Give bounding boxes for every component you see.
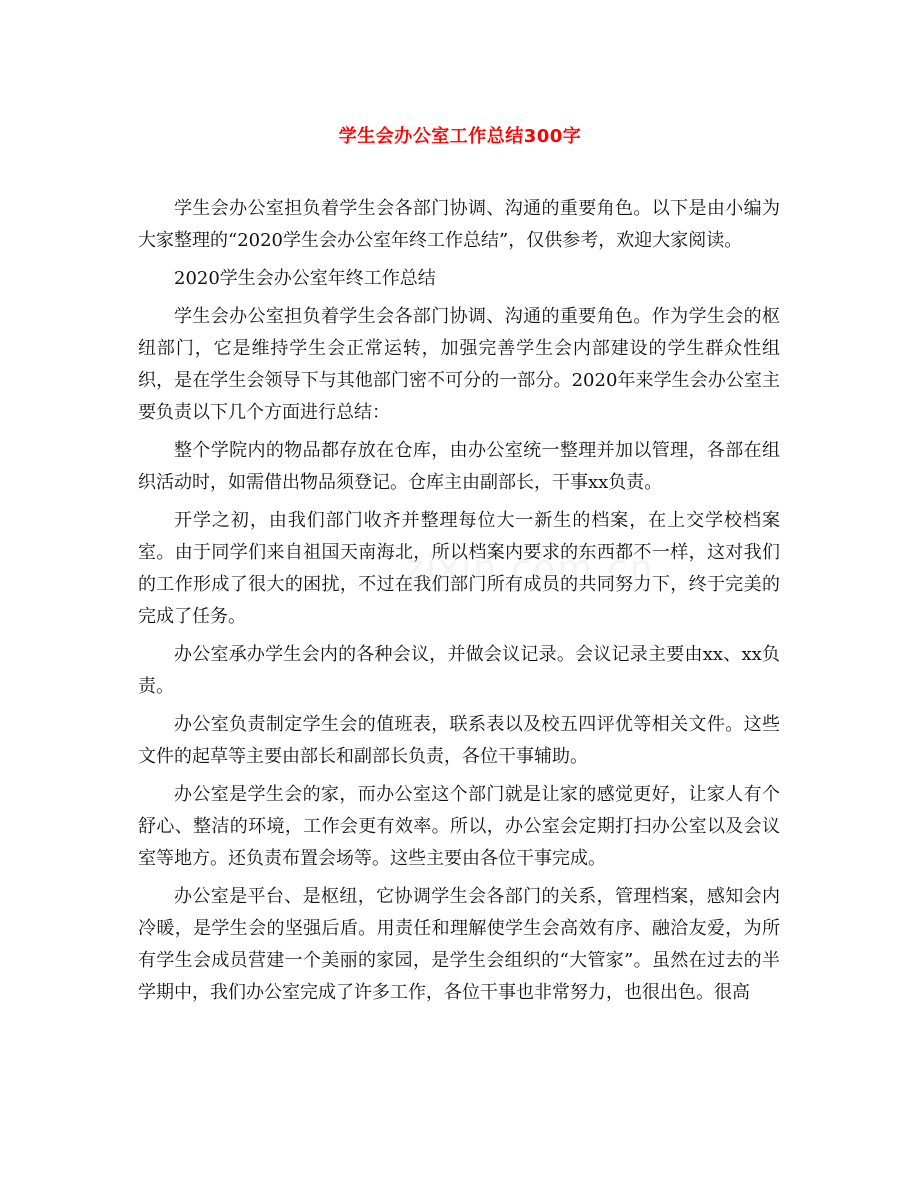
paragraph-subtitle: 2020学生会办公室年终工作总结 [174, 268, 436, 289]
paragraph-archives: 开学之初，由我们部门收齐并整理每位大一新生的档案，在上交学校档案室。由于同学们来自祖国天南海北，所以档案内要求的东西都不一样，这对我们的工作形成了很大的困扰，不过在我们部门所有成员的共同努力下，终于完美的完成了任务。 [138, 510, 780, 627]
document-title: 学生会办公室工作总结300字 [338, 126, 582, 147]
paragraph-overview: 学生会办公室担负着学生会各部门协调、沟通的重要角色。作为学生会的枢纽部门，它是维持学生会正常运转，加强完善学生会内部建设的学生群众性组织，是在学生会领导下与其他部门密不可分的一部分。2020年来学生会办公室主要负责以下几个方面进行总结： [138, 306, 780, 423]
paragraph-duty-roster: 办公室负责制定学生会的值班表，联系表以及校五四评优等相关文件。这些文件的起草等主要由部长和副部长负责，各位干事辅助。 [138, 714, 780, 767]
paragraph-meetings: 办公室承办学生会内的各种会议，并做会议记录。会议记录主要由xx、xx负责。 [138, 644, 780, 697]
paragraph-platform: 办公室是平台、是枢纽，它协调学生会各部门的关系，管理档案，感知会内冷暖，是学生会的坚强后盾。用责任和理解使学生会高效有序、融洽友爱，为所有学生会成员营建一个美丽的家园，是学生会组织的“大管家”。虽然在过去的半学期中，我们办公室完成了许多工作，各位干事也非常努力，也很出色。很高 [138, 886, 780, 1003]
paragraph-office-home: 办公室是学生会的家，而办公室这个部门就是让家的感觉更好，让家人有个舒心、整洁的环境，工作会更有效率。所以，办公室会定期打扫办公室以及会议室等地方。还负责布置会场等。这些主要由各位干事完成。 [138, 784, 780, 869]
document-body [138, 193, 780, 1015]
paragraph-intro: 学生会办公室担负着学生会各部门协调、沟通的重要角色。以下是由小编为大家整理的“2020学生会办公室年终工作总结”，仅供参考，欢迎大家阅读。 [138, 198, 780, 251]
paragraph-warehouse: 整个学院内的物品都存放在仓库，由办公室统一整理并加以管理，各部在组织活动时，如需借出物品须登记。仓库主由副部长，干事xx负责。 [138, 440, 780, 493]
